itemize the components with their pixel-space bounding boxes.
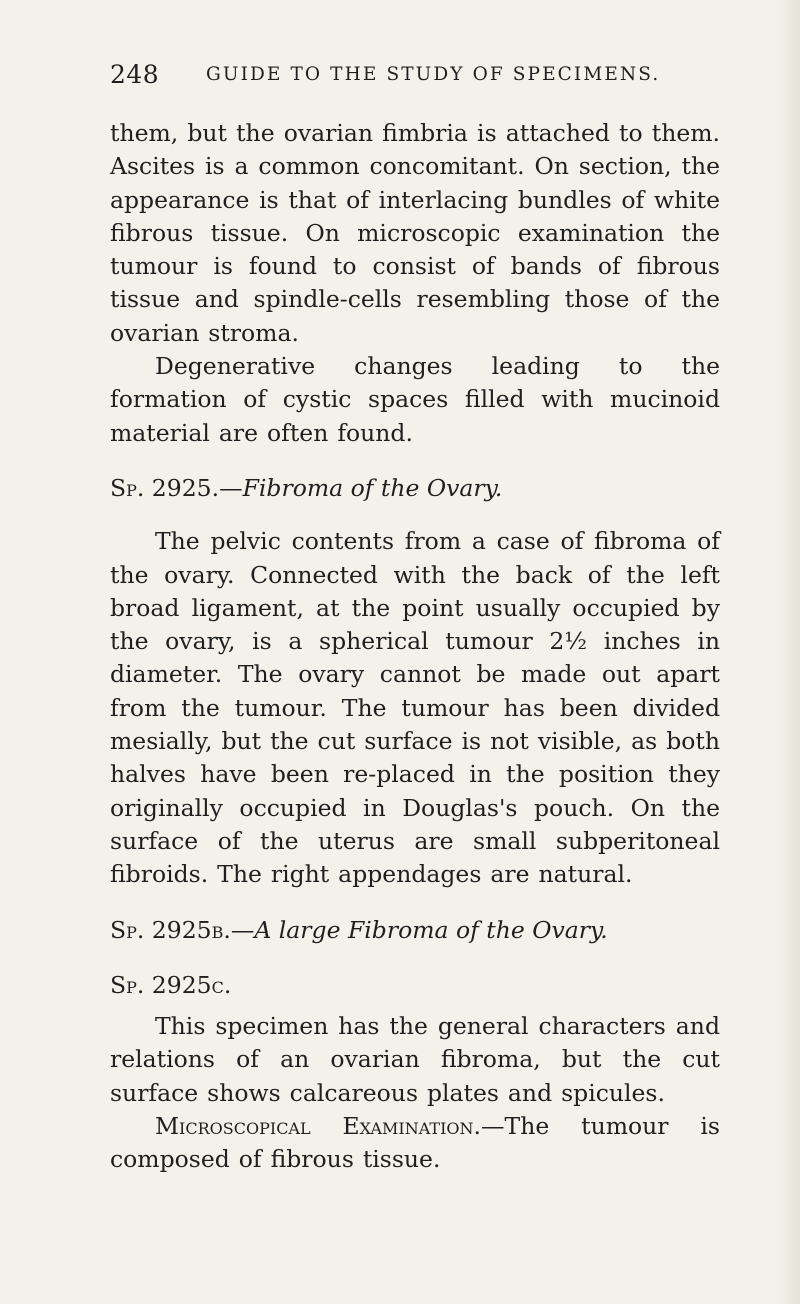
paragraph-microscopical-examination <box>110 1110 720 1177</box>
specimen-heading-2925b <box>110 914 720 947</box>
page-header <box>110 60 720 96</box>
page-number: 248 <box>110 60 160 89</box>
section-text: —The tumour is composed of fibrous tissue. <box>110 1112 720 1174</box>
spacer <box>110 947 720 969</box>
body-text <box>110 117 720 1177</box>
paragraph-continuation: them, but the ovarian fimbria is attached to them. Ascites is a common concomitant. On section, the appearance is that of interlacing bundles of white fibrous tissue. On microscopic examination the tumour is found to consist of bands of fibrous tissue and spindle-cells resembling those of the ovarian stroma. <box>110 119 720 347</box>
spacer <box>110 892 720 914</box>
running-head: GUIDE TO THE STUDY OF SPECIMENS. <box>206 64 661 85</box>
paragraph-pelvic-contents: The pelvic contents from a case of fibroma of the ovary. Connected with the back of the left broad ligament, at the point usually occupied by the ovary, is a spherical tumour 2½ inches in diameter. The ovary cannot be made out apart from the tumour. The tumour has been divided mesially, but the cut surface is not visible, as both halves have been re-placed in the position they originally occupied in Douglas's pouch. On the surface of the uterus are small subperitoneal fibroids. The right appendages are natural. <box>110 527 720 889</box>
spacer <box>110 1002 720 1010</box>
spacer <box>110 505 720 525</box>
specimen-title: A large Fibroma of the Ovary. <box>254 915 608 944</box>
paragraph-calcareous: This specimen has the general characters and relations of an ovarian fibroma, but the cut surface shows calcareous plates and spicules. <box>110 1012 720 1107</box>
paragraph-degenerative-changes: Degenerative changes leading to the formation of cystic spaces filled with mucinoid material are often found. <box>110 352 720 447</box>
page-edge-shadow <box>778 0 800 1304</box>
specimen-label: Sp. 2925.— <box>110 473 243 502</box>
spacer <box>110 450 720 472</box>
specimen-heading-2925 <box>110 472 720 505</box>
specimen-label: Sp. 2925c. <box>110 970 232 999</box>
specimen-label: Sp. 2925b.— <box>110 915 255 944</box>
specimen-title: Fibroma of the Ovary. <box>242 473 503 502</box>
section-label: Microscopical Examination. <box>155 1112 482 1141</box>
specimen-heading-2925c <box>110 969 720 1002</box>
